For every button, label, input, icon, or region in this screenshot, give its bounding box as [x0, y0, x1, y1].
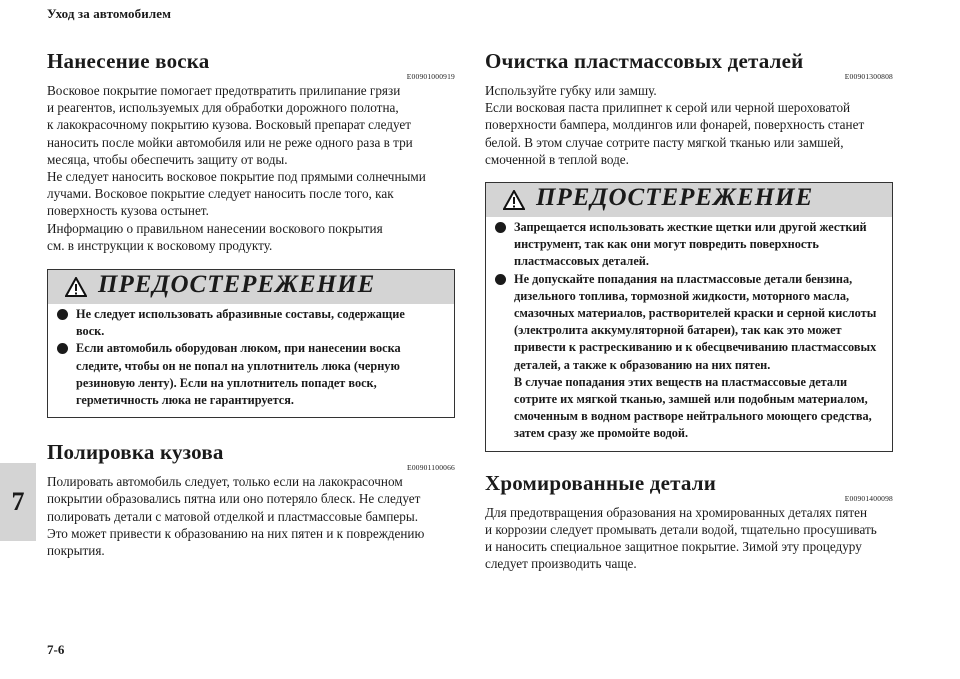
text-line: Используйте губку или замшу. [485, 83, 657, 98]
text-line: к лакокрасочному покрытию кузова. Восковый препарат следует [47, 117, 411, 133]
warning-body [48, 304, 454, 417]
text-line: воск. [76, 324, 105, 339]
warning-item [56, 340, 444, 409]
text-line: сотрите их мягкой тканью, замшей или подобным материалом, [514, 392, 868, 407]
text-line: пластмассовых деталей. [514, 254, 649, 269]
text-line: Не следует использовать абразивные составы, содержащие [76, 307, 405, 322]
text-line: лучами. Восковое покрытие следует наносить после того, как [47, 186, 394, 202]
text-line: смоченной в теплой воде. [485, 151, 629, 167]
paragraph-wax [47, 82, 455, 254]
chapter-tab [0, 463, 36, 541]
text-line: следует производить чаще. [485, 556, 637, 572]
warning-header [48, 270, 454, 304]
running-header: Уход за автомобилем [47, 6, 172, 21]
bullet-icon [495, 274, 506, 285]
section-code-wax: E00901000919 [406, 72, 455, 81]
page-number: 7-6 [47, 642, 65, 657]
section-code-plastic: E00901300808 [844, 72, 893, 81]
warning-triangle-icon [503, 190, 525, 210]
text-line: дизельного топлива, тормозной жидкости, моторного масла, [514, 288, 850, 303]
text-line: В случае попадания этих веществ на пластмассовые детали [514, 374, 848, 389]
warning-title: ПРЕДОСТЕРЕЖЕНИЕ [536, 184, 814, 212]
text-line: привести к растрескиванию и к обесцвечиванию пластмассовых [514, 340, 877, 355]
text-line: смоченным в водном растворе нейтрального моющего средства, [514, 409, 872, 424]
section-title-chrome: Хромированные детали [485, 470, 717, 495]
warning-box-plastic [485, 182, 893, 452]
text-line: Информацию о правильном нанесении воскового покрытия [47, 220, 383, 236]
warning-item [494, 219, 882, 271]
text-line: Для предотвращения образования на хромированных деталях пятен [485, 504, 868, 520]
warning-triangle-icon [65, 277, 87, 297]
bullet-icon [495, 222, 506, 233]
warning-title: ПРЕДОСТЕРЕЖЕНИЕ [98, 271, 376, 299]
text-line: смазочных материалов, растворителей краски и серной кислоты [514, 306, 877, 321]
bullet-icon [57, 343, 68, 354]
text-line: месяца, чтобы обеспечить защиту от воды. [47, 151, 288, 167]
section-code-polish: E00901100066 [407, 463, 455, 473]
section-title-wax: Нанесение воска [47, 49, 210, 73]
text-line: Полировать автомобиль следует, только если на лакокрасочном [47, 474, 403, 490]
text-line: наносить после мойки автомобиля или не реже одного раза в три [47, 134, 413, 150]
warning-body [486, 217, 892, 451]
warning-box-wax [47, 269, 455, 418]
right-column [485, 48, 893, 572]
text-line: см. в инструкции к восковому продукту. [47, 237, 273, 253]
paragraph-polish [47, 473, 455, 559]
text-line: Запрещается использовать жесткие щетки или другой жесткий [514, 220, 867, 235]
warning-item [56, 306, 444, 340]
text-line: Если автомобиль оборудован люком, при нанесении воска [76, 341, 401, 356]
text-line: покрытии образовались пятна или оно потеряло блеск. Не следует [47, 491, 421, 507]
warning-header [486, 183, 892, 217]
text-line: Если восковая паста прилипнет к серой или черной шероховатой [485, 100, 851, 116]
text-line: деталей, а также к образованию на них пятен. [514, 357, 771, 372]
paragraph-plastic [485, 82, 893, 168]
text-line: покрытия. [47, 543, 105, 559]
text-line: Не следует наносить восковое покрытие под прямыми солнечными [47, 169, 426, 185]
text-line: поверхности бампера, молдингов или фонарей, поверхность станет [485, 117, 865, 133]
text-line: полировать детали с матовой отделкой и пластмассовые бамперы. [47, 508, 419, 524]
text-line: инструмент, так как они могут повредить поверхность [514, 237, 819, 252]
text-line: (электролита аккумуляторной батареи), так как это может [514, 323, 842, 338]
text-line: и коррозии следует промывать детали водой, тщательно просушивать [485, 521, 877, 537]
text-line: следите, чтобы он не попал на уплотнитель люка (черную [76, 358, 400, 373]
section-title-polish: Полировка кузова [47, 440, 224, 465]
text-line: затем сразу же промойте водой. [514, 426, 689, 441]
section-code-chrome: E00901400098 [844, 493, 893, 503]
text-line: Это может привести к образованию на них пятен и к повреждению [47, 525, 425, 541]
text-line: поверхность кузова остынет. [47, 203, 209, 219]
warning-item [494, 271, 882, 443]
section-title-plastic: Очистка пластмассовых деталей [485, 49, 804, 73]
text-line: и наносить специальное защитное покрытие. Зимой эту процедуру [485, 539, 862, 555]
left-column [47, 48, 455, 559]
paragraph-chrome [485, 504, 893, 573]
bullet-icon [57, 309, 68, 320]
text-line: и реагентов, используемых для обработки дорожного полотна, [47, 100, 399, 116]
chapter-number: 7 [11, 487, 25, 516]
text-line: резиновую ленту). Если на уплотнитель попадет воск, [76, 375, 377, 390]
text-line: белой. В этом случае сотрите пасту мягкой тканью или замшей, [485, 134, 844, 150]
text-line: Восковое покрытие помогает предотвратить прилипание грязи [47, 83, 401, 98]
text-line: герметичность люка не гарантируется. [76, 393, 294, 408]
text-line: Не допускайте попадания на пластмассовые детали бензина, [514, 271, 853, 286]
